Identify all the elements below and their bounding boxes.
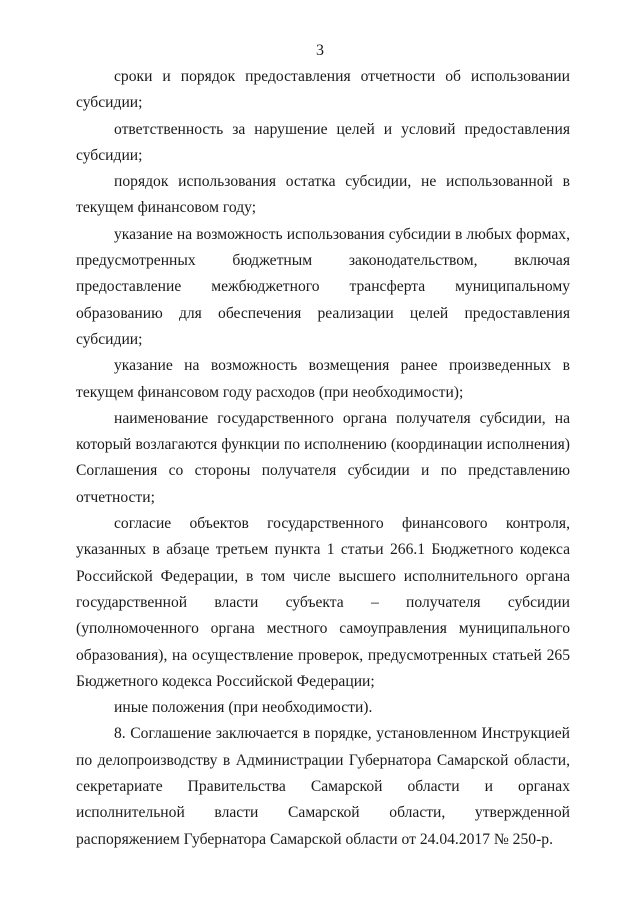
page-number: 3	[316, 42, 324, 59]
paragraph-subsidy-forms: указание на возможность использования субсидии в любых формах, предусмотренных бюджетным законодательством, включая предоставление межбюджетного трансферта муниципальному образованию для обеспечения реализации целей предоставления субсидии;	[76, 225, 570, 348]
paragraph-state-body: наименование государственного органа получателя субсидии, на который возлагаются функции по исполнению (координации исполнения) Соглашения со стороны получателя субсидии и по представлению отчетности;	[76, 409, 570, 506]
paragraph-responsibility: ответственность за нарушение целей и условий предоставления субсидии;	[76, 120, 570, 164]
paragraph-control-consent: согласие объектов государственного финансового контроля, указанных в абзаце третьем пункта 1 статьи 266.1 Бюджетного кодекса Российской Федерации, в том числе высшего исполнительного органа государственной власти субъекта – получателя субсидии (уполномоченного органа местного самоуправления муниципального образования), на осуществление проверок, предусмотренных статьей 265 Бюджетного кодекса Российской Федерации;	[76, 515, 570, 690]
paragraph-reimbursement: указание на возможность возмещения ранее произведенных в текущем финансовом году расходов (при необходимости);	[76, 357, 570, 401]
document-body	[76, 64, 570, 853]
paragraph-section-8: 8. Соглашение заключается в порядке, установленном Инструкцией по делопроизводству в Администрации Губернатора Самарской области, секретариате Правительства Самарской области и органах исполнительной власти Самарской области, утвержденной распоряжением Губернатора Самарской области от 24.04.2017 № 250-р.	[76, 725, 570, 848]
paragraph-other-provisions: иные положения (при необходимости).	[114, 699, 373, 717]
paragraph-remaining-subsidy: порядок использования остатка субсидии, не использованной в текущем финансовом году;	[76, 173, 570, 217]
paragraph-reporting-terms: сроки и порядок предоставления отчетности об использовании субсидии;	[76, 68, 570, 112]
